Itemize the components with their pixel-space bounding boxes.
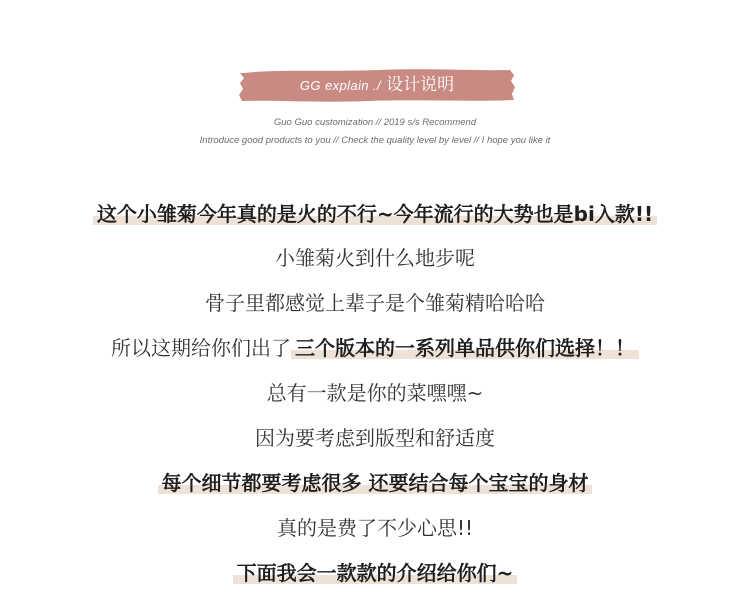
highlighted-text: 这个小雏菊今年真的是火的不行~今年流行的大势也是bi入款!! bbox=[93, 202, 657, 226]
text-line-5: 总有一款是你的菜嘿嘿~ bbox=[266, 381, 484, 405]
subtitle-line-1: Guo Guo customization // 2019 s/s Recommend bbox=[273, 117, 477, 128]
highlighted-text: 下面我会一款款的介绍给你们~ bbox=[233, 561, 518, 585]
text-line-6: 因为要考虑到版型和舒适度 bbox=[255, 426, 495, 450]
section-title-en: GG explain ./ bbox=[299, 78, 381, 93]
text-line-7 bbox=[0, 469, 750, 497]
subtitle-line-2: Introduce good products to you // Check the quality level by level // I hope you like it bbox=[199, 135, 551, 146]
highlighted-text: 三个版本的一系列单品供你们选择！！ bbox=[291, 336, 639, 360]
text-line-8: 真的是费了不少心思!! bbox=[276, 516, 474, 540]
section-title-banner bbox=[238, 67, 516, 103]
section-title bbox=[238, 67, 516, 103]
text-line-4-prefix: 所以这期给你们出了 bbox=[111, 336, 291, 360]
highlighted-text: 每个细节都要考虑很多 还要结合每个宝宝的身材 bbox=[158, 471, 593, 495]
text-line-9 bbox=[0, 559, 750, 587]
text-line-4 bbox=[0, 334, 750, 362]
text-line-2: 小雏菊火到什么地步呢 bbox=[275, 246, 475, 270]
text-line-3: 骨子里都感觉上辈子是个雏菊精哈哈哈 bbox=[205, 291, 545, 315]
section-title-cn: 设计说明 bbox=[386, 75, 455, 95]
text-line-1 bbox=[0, 200, 750, 228]
